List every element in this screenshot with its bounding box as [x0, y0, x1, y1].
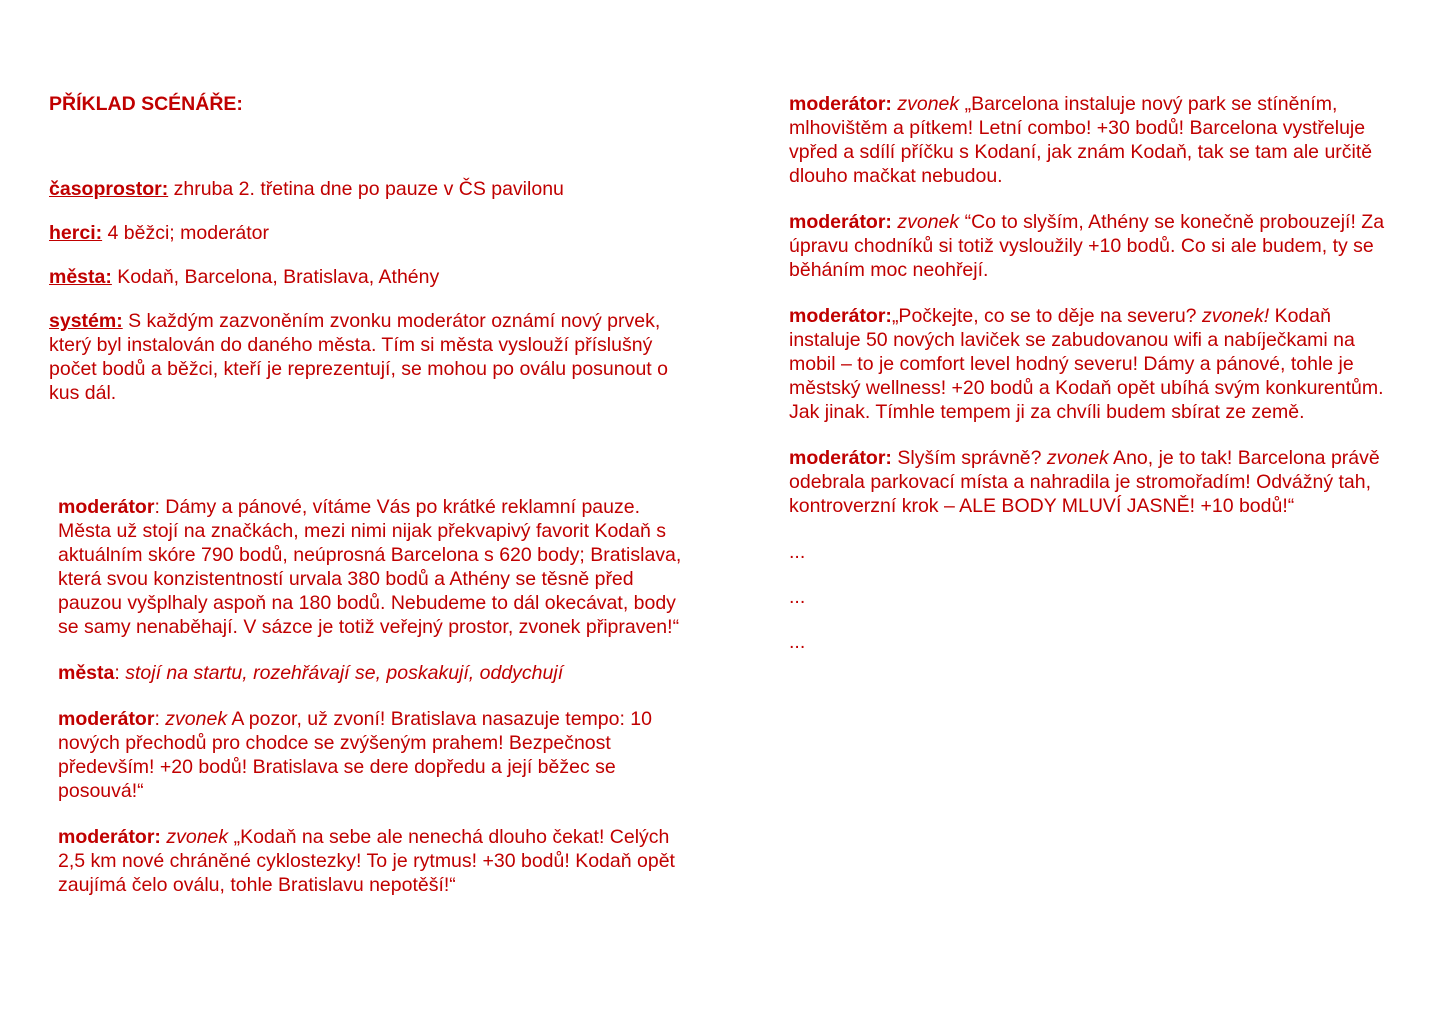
speaker-label: moderátor: — [789, 305, 892, 327]
dialogue-left-column — [58, 495, 683, 919]
dialogue-text: Ano, je to tak! Barcelona právě odebrala parkovací místa a nahradila je stromořadím! Odvážný tah, kontroverzní krok – ALE BODY MLUVÍ JASNĚ! +10 bodů!“ — [789, 447, 1380, 517]
speaker-label: moderátor — [58, 496, 155, 518]
dialogue-text: : Dámy a pánové, vítáme Vás po krátké reklamní pauze. Města už stojí na značkách, mezi nimi nijak překvapivý favorit Kodaň s aktuálním skóre 790 bodů, neúprosná Barcelona s 620 body; Bratislava, která svou konzistentností urvala 380 bodů a Athény se těsně před pauzou vyšplhaly aspoň na 180 bodů. Nebudeme to dál okecávat, body se samy nenaběhají. V sázce je totiž veřejný prostor, zvonek připraven!“ — [58, 496, 682, 638]
speaker-label: moderátor: — [789, 211, 892, 233]
page-title: PŘÍKLAD SCÉNÁŘE: — [49, 93, 243, 115]
dialogue-paragraph — [58, 707, 683, 803]
meta-herci — [49, 221, 669, 245]
speaker-label: moderátor: — [58, 826, 161, 848]
meta-system — [49, 309, 669, 405]
bell-cue: zvonek — [166, 826, 229, 848]
dialogue-text: „Barcelona instaluje nový park se stíněním, mlhovištěm a pítkem! Letní combo! +30 bodů! Barcelona vystřeluje vpřed a sdílí příčku s Kodaní, jak znám Kodaň, tak se tam ale určitě dlouho mačkat nebudou. — [789, 93, 1373, 187]
ellipsis-line: ... — [789, 631, 806, 653]
meta-label: herci: — [49, 222, 103, 244]
meta-mesta — [49, 265, 669, 289]
dialogue-text: Slyším správně? — [891, 447, 1047, 469]
bell-cue: zvonek — [897, 211, 960, 233]
separator: : — [114, 662, 126, 684]
dialogue-text: „Počkejte, co se to děje na severu? — [891, 305, 1202, 327]
ellipsis-line: ... — [789, 586, 806, 608]
dialogue-text: “Co to slyším, Athény se konečně probouzejí! Za úpravu chodníků si totiž vysloužily +10 bodů. Co si ale budem, ty se běháním moc neohřejí. — [789, 211, 1385, 281]
speaker-label: moderátor: — [789, 93, 892, 115]
separator: : — [154, 708, 166, 730]
speaker-label: moderátor — [58, 708, 155, 730]
meta-casoprostor — [49, 177, 669, 201]
dialogue-paragraph — [789, 304, 1389, 424]
speaker-label: moderátor: — [789, 447, 892, 469]
dialogue-paragraph — [58, 495, 683, 639]
bell-cue: zvonek! — [1201, 305, 1270, 327]
meta-text: zhruba 2. třetina dne po pauze v ČS pavilonu — [168, 178, 564, 200]
meta-text: 4 běžci; moderátor — [102, 222, 270, 244]
dialogue-text: Kodaň instaluje 50 nových laviček se zabudovanou wifi a nabíječkami na mobil – to je comfort level hodný severu! Dámy a pánové, tohle je městský wellness! +20 bodů a Kodaň opět ubíhá svým konkurentům. Jak jinak. Tímhle tempem ji za chvíli budem sbírat ze země. — [789, 305, 1384, 423]
stage-direction: stojí na startu, rozehřávají se, poskakují, oddychují — [125, 662, 564, 684]
meta-text: Kodaň, Barcelona, Bratislava, Athény — [111, 266, 440, 288]
dialogue-text: „Kodaň na sebe ale nenechá dlouho čekat! Celých 2,5 km nové chráněné cyklostezky! To je rytmus! +30 bodů! Kodaň opět zaujímá čelo oválu, tohle Bratislavu nepotěší!“ — [58, 826, 675, 896]
dialogue-paragraph — [789, 446, 1389, 518]
dialogue-paragraph — [58, 661, 683, 685]
meta-label: časoprostor: — [49, 178, 169, 200]
bell-cue: zvonek — [897, 93, 960, 115]
scenario-meta — [49, 177, 669, 405]
dialogue-paragraph — [789, 210, 1389, 282]
bell-cue: zvonek — [165, 708, 228, 730]
dialogue-text: A pozor, už zvoní! Bratislava nasazuje tempo: 10 nových přechodů pro chodce se zvýšeným prahem! Bezpečnost především! +20 bodů! Bratislava se dere dopředu a její běžec se posouvá!“ — [58, 708, 652, 802]
bell-cue: zvonek — [1046, 447, 1109, 469]
meta-label: města: — [49, 266, 112, 288]
speaker-label: města — [58, 662, 115, 684]
dialogue-paragraph — [58, 825, 683, 897]
dialogue-paragraph — [789, 92, 1389, 188]
ellipsis-line: ... — [789, 541, 806, 563]
meta-label: systém: — [49, 310, 123, 332]
scenario-header-section — [49, 92, 669, 425]
dialogue-right-column — [789, 92, 1389, 675]
meta-text: S každým zazvoněním zvonku moderátor oznámí nový prvek, který byl instalován do daného města. Tím si města vyslouží příslušný počet bodů a běžci, kteří je reprezentují, se mohou po oválu posunout o kus dál. — [49, 310, 668, 404]
